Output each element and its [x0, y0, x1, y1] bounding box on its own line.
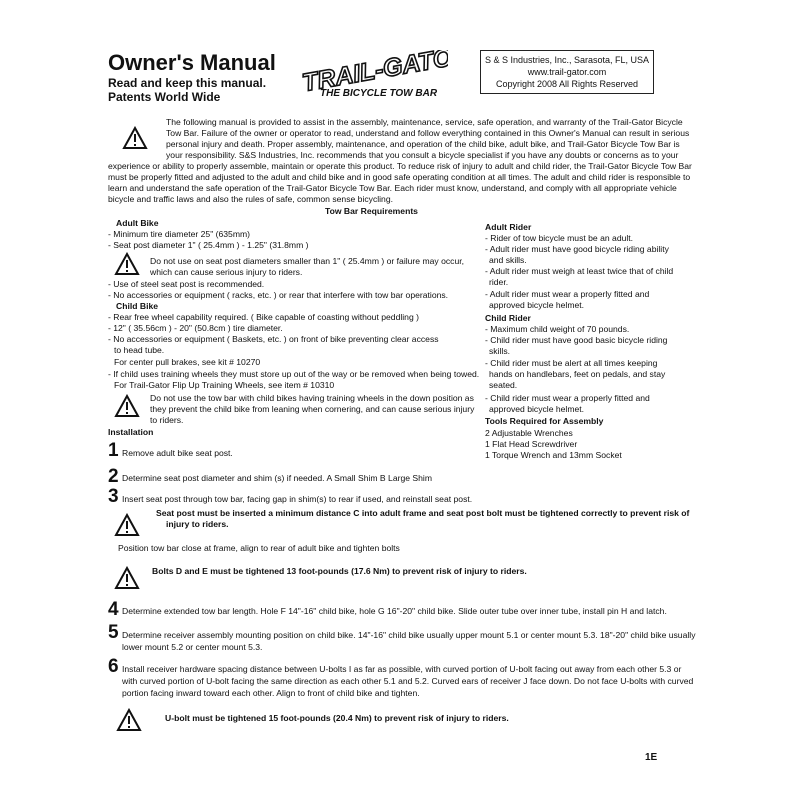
seatpost-warning: injury to riders.	[166, 519, 229, 529]
child-rider-line: hands on handlebars, feet on pedals, and stay	[489, 369, 666, 379]
child-bike-warning: Do not use the tow bar with child bikes having training wheels in the down position as	[150, 393, 474, 403]
adult-rider-line: and skills.	[489, 255, 527, 265]
logo-main-text: TRAIL-GATOR	[300, 50, 448, 98]
seatpost-warning: Seat post must be inserted a minimum distance C into adult frame and seat post bolt must be tightened correctly to prevent risk of	[156, 508, 690, 518]
step-text: Remove adult bike seat post.	[122, 448, 233, 458]
warning-icon	[114, 566, 140, 590]
adult-bike-line: - No accessories or equipment ( racks, etc. ) or rear that interfere with tow bar operations.	[108, 290, 449, 300]
page-number: 1E	[645, 752, 658, 763]
adult-rider-heading: Adult Rider	[485, 222, 532, 232]
child-bike-line: - No accessories or equipment ( Baskets, etc. ) on front of bike preventing clear access	[108, 334, 439, 344]
trail-gator-logo	[298, 50, 448, 102]
logo-sub-text: THE BICYCLE TOW BAR	[320, 88, 438, 99]
warning-icon	[122, 126, 148, 150]
child-bike-line: For center pull brakes, see kit # 10270	[114, 357, 261, 367]
step-text: Insert seat post through tow bar, facing gap in shim(s) to rear if used, and reinstall seat post.	[122, 494, 473, 504]
warning-icon	[114, 513, 140, 537]
step-text: Determine receiver assembly mounting position on child bike. 14"-16" child bike usually upper mount 5.1 or center mount 5.3. 18"-20" child bike usually	[122, 630, 696, 640]
warning-icon	[114, 394, 140, 418]
subtitle-patents: Patents World Wide	[108, 90, 221, 104]
adult-bike-line: - Minimum tire diameter 25" (635mm)	[108, 229, 251, 239]
tools-line: 2 Adjustable Wrenches	[485, 428, 573, 438]
ubolt-warning: U-bolt must be tightened 15 foot-pounds (20.4 Nm) to prevent risk of injury to riders.	[165, 713, 509, 723]
child-rider-heading: Child Rider	[485, 313, 531, 323]
step-number: 3	[108, 486, 119, 507]
child-bike-line: to head tube.	[114, 345, 165, 355]
step-text: Determine extended tow bar length. Hole F 14"-16" child bike, hole G 16"-20" child bike. Slide outer tube over inner tube, install pin H and latch.	[122, 606, 667, 616]
subtitle-read-keep: Read and keep this manual.	[108, 76, 267, 90]
child-bike-line: - Rear free wheel capability required. ( Bike capable of coasting without peddling )	[108, 312, 419, 322]
adult-rider-line: - Rider of tow bicycle must be an adult.	[485, 233, 634, 243]
step-number: 2	[108, 466, 119, 487]
intro-line: learn and understand the safe operation of the Trail-Gator Bicycle Tow Bar. Each rider must know, understand, and comply with all appropriate vehicle	[108, 183, 677, 193]
child-rider-line: - Child rider must have good basic bicycle riding	[485, 335, 668, 345]
warning-icon	[116, 708, 142, 732]
position-note: Position tow bar close at frame, align to rear of adult bike and tighten bolts	[118, 543, 400, 553]
copyright-line: www.trail-gator.com	[527, 67, 607, 77]
step-number: 1	[108, 440, 119, 461]
tools-line: 1 Torque Wrench and 13mm Socket	[485, 450, 622, 460]
child-rider-line: - Child rider must be alert at all times keeping	[485, 358, 658, 368]
adult-bike-warning: Do not use on seat post diameters smaller than 1" ( 25.4mm ) or failure may occur,	[150, 256, 464, 266]
step-number: 6	[108, 656, 119, 677]
logo-svg	[298, 50, 448, 102]
installation-heading: Installation	[108, 427, 154, 437]
child-bike-warning: to riders.	[150, 415, 184, 425]
child-bike-line: For Trail-Gator Flip Up Training Wheels, see item # 10310	[114, 380, 335, 390]
step-text: lower mount 5.2 or center mount 5.3.	[122, 642, 263, 652]
copyright-line: S & S Industries, Inc., Sarasota, FL, USA	[484, 55, 650, 65]
child-bike-heading: Child Bike	[116, 301, 159, 311]
step-text: Determine seat post diameter and shim (s) if needed. A Small Shim B Large Shim	[122, 473, 432, 483]
intro-line: Tow Bar. Failure of the owner or operator to read, understand and follow everything contained in this Owner's Manual can result in serious	[166, 128, 690, 138]
warning-icon	[114, 252, 140, 276]
adult-rider-line: approved bicycle helmet.	[489, 300, 585, 310]
child-rider-line: - Child rider must wear a properly fitted and	[485, 393, 650, 403]
requirements-title: Tow Bar Requirements	[325, 206, 418, 216]
intro-line: your responsibility. S&S Industries, Inc. recommends that you consult a bicycle specialist if you have any doubts or concerns as to your	[166, 150, 679, 160]
intro-line: must be properly fitted and adjusted to the adult and child bike and in good safe operating condition at all times. The adult and child rider is responsible to	[108, 172, 691, 182]
step-text: Install receiver hardware spacing distance between U-bolts I as far as possible, with curved portion of U-bolt facing out away from each other 5.3 or	[122, 664, 682, 674]
bolts-warning: Bolts D and E must be tightened 13 foot-pounds (17.6 Nm) to prevent risk of injury to riders.	[152, 566, 527, 576]
step-number: 4	[108, 599, 119, 620]
step-text: portion facing inward toward each other. Align to front of child bike and tighten.	[122, 688, 420, 698]
child-rider-line: - Maximum child weight of 70 pounds.	[485, 324, 630, 334]
adult-rider-line: rider.	[489, 277, 509, 287]
child-rider-line: skills.	[489, 346, 511, 356]
intro-line: experience or ability to properly assemble, maintain or operate this product. To reduce risk of injury to adult and child rider, the Trail-Gator Bicycle Tow Bar	[108, 161, 692, 171]
adult-bike-heading: Adult Bike	[116, 218, 159, 228]
intro-line: bicycle and traffic laws and also the rules of safe, common sense bicycling.	[108, 194, 394, 204]
adult-rider-line: - Adult rider must weigh at least twice that of child	[485, 266, 674, 276]
child-bike-line: - If child uses training wheels they must store up out of the way or be removed when being towed.	[108, 369, 480, 379]
adult-rider-line: - Adult rider must have good bicycle riding ability	[485, 244, 669, 254]
step-number: 5	[108, 622, 119, 643]
page-title: Owner's Manual	[108, 50, 276, 75]
step-text: with curved portion of U-bolt facing the same direction as each other 5.1 and 5.2. Curved ears of receiver J face down. Do not face U-bolts with curved	[122, 676, 694, 686]
adult-bike-line: - Use of steel seat post is recommended.	[108, 279, 265, 289]
child-rider-line: approved bicycle helmet.	[489, 404, 585, 414]
tools-heading: Tools Required for Assembly	[485, 416, 604, 426]
copyright-box	[480, 50, 654, 94]
child-bike-warning: they prevent the child bike from leaning when cornering, and can cause serious injury	[150, 404, 475, 414]
tools-line: 1 Flat Head Screwdriver	[485, 439, 578, 449]
child-rider-line: seated.	[489, 380, 518, 390]
child-bike-line: - 12" ( 35.56cm ) - 20" (50.8cm ) tire diameter.	[108, 323, 283, 333]
adult-bike-warning: which can cause serious injury to riders.	[150, 267, 303, 277]
adult-bike-line: - Seat post diameter 1" ( 25.4mm ) - 1.25" (31.8mm )	[108, 240, 309, 250]
adult-rider-line: - Adult rider must wear a properly fitted and	[485, 289, 650, 299]
copyright-line: Copyright 2008 All Rights Reserved	[495, 79, 639, 89]
intro-line: personal injury and death. Proper assembly, maintenance, and operation of the child bike, adult bike, and Trail-Gator Bicycle Tow Bar is	[166, 139, 680, 149]
intro-line: The following manual is provided to assist in the assembly, maintenance, service, safe operation, and warranty of the Trail-Gator Bicycle	[166, 117, 683, 127]
